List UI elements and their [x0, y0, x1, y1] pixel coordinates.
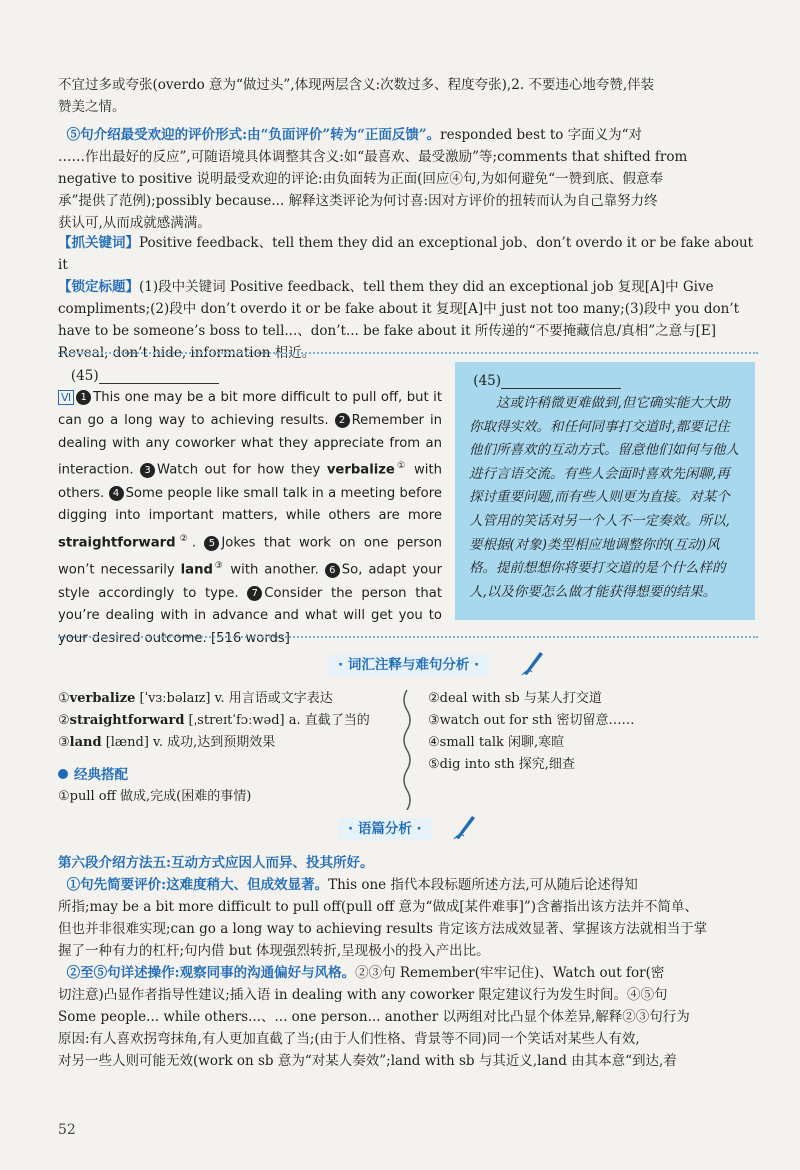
sentence-number: 1	[76, 390, 91, 405]
vocab-word: verbalize	[69, 691, 136, 706]
analysis-lead: ⑤句介绍最受欢迎的评价形式:由“负面评价”转为“正面反馈”。	[66, 127, 441, 143]
text-line: responded best to 字面义为“对	[440, 127, 643, 143]
question-number: (45)	[473, 373, 502, 389]
vine-divider-icon	[400, 690, 414, 810]
text-line: This one 指代本段标题所述方法,可从随后论述得知	[328, 877, 638, 893]
sentence-number: 3	[140, 463, 155, 478]
discourse-analysis	[58, 852, 758, 1072]
word-count: [516 words]	[210, 631, 290, 647]
text-line: (1)段中关键词 Positive feedback、tell them they did an exceptional job 复现[A]中 Give	[139, 279, 714, 295]
item-number: ②	[58, 713, 70, 728]
item-number: ③	[58, 735, 70, 750]
note-ref: ③	[212, 561, 225, 572]
glossed-word: verbalize	[326, 462, 395, 478]
phonetic: [ˌstreɪtˈfɔːwəd]	[184, 713, 289, 728]
bullet-icon	[58, 769, 68, 779]
translation-box	[455, 362, 755, 620]
text-line: 原因:有人喜欢拐弯抹角,有人更加直截了当;(由于人们性格、背景等不同)同一个笑话对某些人有效,	[58, 1031, 640, 1047]
keyword-text: Positive feedback、tell them they did an exceptional job、don’t overdo it or be fake about it	[58, 235, 754, 273]
sentence: This one may be a bit more difficult to pull off, but it can go a long way to achieving results.	[58, 390, 442, 428]
page-number: 52	[58, 1122, 76, 1138]
sentence: Watch out for how they	[157, 462, 321, 478]
sentence: with another.	[230, 562, 319, 578]
sentence: Jokes that work on one person won’t necessarily	[58, 535, 442, 578]
analysis-lead: ①句先简要评价:这难度稍大、但成效显著。	[66, 877, 329, 893]
text-line: 获认可,从而成就感满满。	[58, 215, 211, 231]
pen-icon	[452, 812, 476, 840]
sentence-number: 4	[109, 486, 124, 501]
translation-text: 这或许稍微更难做到,但它确实能大大助你取得实效。和任何同事打交道时,都要记住他们所喜欢的互动方式。留意他们如何与他人进行言语交流。有些人会面时喜欢先闲聊,再探讨重要问题,而有些人则更为直接。对某个人管用的笑话对另一个人不一定奏效。所以,要根据(对象)类型相应地调整你的(互动)风格。提前想想你将要打交道的是个什么样的人,以及你要怎么做才能获得想要的结果。	[469, 395, 739, 600]
text-line: compliments;(2)段中 don’t overdo it or be fake about it 复现[A]中 just not too many;(3)段中 you don’t	[58, 301, 740, 317]
heading-text: 经典搭配	[74, 767, 128, 783]
phrase-item: ②deal with sb 与某人打交道	[428, 691, 602, 706]
phrase-item: ⑤dig into sth 探究,细查	[428, 757, 575, 772]
vocab-word: land	[69, 735, 102, 750]
glossed-word: land	[180, 562, 213, 578]
text-line: have to be someone’s boss to tell...、don’t... be fake about it 所传递的“不要掩藏信息/真相”之意与[E]	[58, 323, 717, 339]
vocab-word: straightforward	[69, 713, 185, 728]
definition: v. 用言语或文字表达	[214, 691, 333, 706]
text-line: ……作出最好的反应”,可随语境具体调整其含义:如“最喜欢、最受激励”等;comments that shifted from	[58, 149, 688, 165]
paragraph-marker: Ⅵ	[58, 390, 74, 405]
phonetic: [lænd]	[101, 735, 154, 750]
text-line: 赞美之情。	[58, 99, 126, 115]
vocab-banner: · 词汇注释与难句分析 ·	[328, 654, 489, 676]
vocab-list-right	[428, 688, 758, 776]
text-line: Reveal, don’t hide, information 相近。	[58, 345, 316, 361]
intro-paragraph	[58, 74, 758, 118]
analysis-banner: · 语篇分析 ·	[338, 818, 432, 840]
text-line: 对另一些人则可能无效(work on sb 意为“对某人奏效”;land with sb 与其近义,land 由其本意“到达,着	[58, 1053, 677, 1069]
text-line: 切注意)凸显作者指导性建议;插入语 in dealing with any coworker 限定建议行为发生时间。④⑤句	[58, 987, 668, 1003]
glossed-word: straightforward	[58, 535, 176, 551]
analysis-lead: ②至⑤句详述操作:观察同事的沟通偏好与风格。	[66, 965, 356, 981]
answer-blank[interactable]	[469, 370, 741, 392]
analysis-heading: 第六段介绍方法五:互动方式应因人而异、投其所好。	[58, 855, 374, 871]
sentence-number: 5	[204, 536, 219, 551]
sentence: So, adapt your style accordingly to type.	[58, 562, 443, 601]
text-line: ②③句 Remember(牢牢记住)、Watch out for(密	[355, 965, 665, 981]
sentence: Consider the person that you’re dealing with in advance and what will get you to your desired outcome.	[58, 585, 442, 647]
item-number: ①	[58, 691, 70, 706]
sentence5-analysis	[58, 124, 758, 234]
text-line: 不宜过多或夸张(overdo 意为“做过头”,体现两层含义:次数过多、程度夸张),2. 不要违心地夸赞,伴装	[58, 77, 655, 93]
divider	[58, 636, 758, 638]
keyword-section	[58, 232, 758, 364]
answer-blank[interactable]	[58, 365, 442, 387]
text-line: 所指;may be a bit more difficult to pull off(pull off 意为“做成[某件难事]”)含蓄指出该方法并不简单、	[58, 899, 699, 915]
vocab-item	[58, 688, 398, 710]
phrase-item: ④small talk 闲聊,寒暄	[428, 735, 565, 750]
vocab-item	[58, 732, 398, 754]
note-ref: ②	[175, 534, 192, 545]
collocation-item: ①pull off 做成,完成(困难的事情)	[58, 789, 252, 804]
question-number: (45)	[70, 368, 99, 384]
vocab-item	[58, 710, 398, 732]
sentence: with others.	[58, 462, 442, 501]
text-line: 握了一种有力的杠杆;句内借 but 体现强烈转折,呈现极小的投入产出比。	[58, 943, 490, 959]
sentence: Remember in dealing with any coworker what they appreciate from an interaction.	[58, 412, 442, 478]
note-ref: ①	[394, 461, 408, 472]
keyword-label: 【抓关键词】	[58, 235, 139, 251]
definition: a. 直截了当的	[288, 713, 370, 728]
text-line: 承”提供了范例);possibly because... 解释这类评论为何讨喜:因对方评价的扭转而认为自己靠努力终	[58, 193, 658, 209]
text-line: 但也并非很难实现;can go a long way to achieving results 肯定该方法成效显著、掌握该方法就相当于掌	[58, 921, 708, 937]
passage-text: Ⅵ 1 This one may be a bit more difficult to pull off, but it can go a long way to achieving results. 2 Remember in dealing with any coworker what they appreciate from an interaction. 3 Watch out for how they verbalize① with others. 4 Some people like small talk in a meeting before digging into important matters, while others are more straightforward②. 5 Jokes that work on one person won’t necessarily land③ with another. 6 So, adapt your style accordingly to type. 7 Consider the person that you’re dealing with in advance and what will get you to your desired outcome. [516 words]	[58, 390, 443, 647]
blank-underline	[99, 369, 219, 384]
phrase-item: ③watch out for sth 密切留意……	[428, 713, 635, 728]
sentence-number: 2	[335, 413, 350, 428]
sentence-number: 7	[247, 586, 262, 601]
pen-icon	[520, 648, 544, 676]
passage-column	[58, 365, 442, 651]
sentence: Some people like small talk in a meeting before digging into important matters, while others are more	[58, 485, 442, 524]
collocation-heading	[58, 764, 128, 786]
vocab-list-left	[58, 688, 398, 754]
sentence-number: 6	[325, 563, 340, 578]
definition: v. 成功,达到预期效果	[153, 735, 276, 750]
divider	[58, 352, 758, 354]
text-line: Some people... while others...、... one person... another 以两组对比凸显个体差异,解释②③句行为	[58, 1009, 690, 1025]
lock-title-label: 【锁定标题】	[58, 279, 139, 295]
blank-underline	[501, 374, 621, 389]
text-line: negative to positive 说明最受欢迎的评论:由负面转为正面(回应④句,为如何避免“一赞到底、假意奉	[58, 171, 664, 187]
phonetic: [ˈvɜːbəlaɪz]	[135, 691, 215, 706]
